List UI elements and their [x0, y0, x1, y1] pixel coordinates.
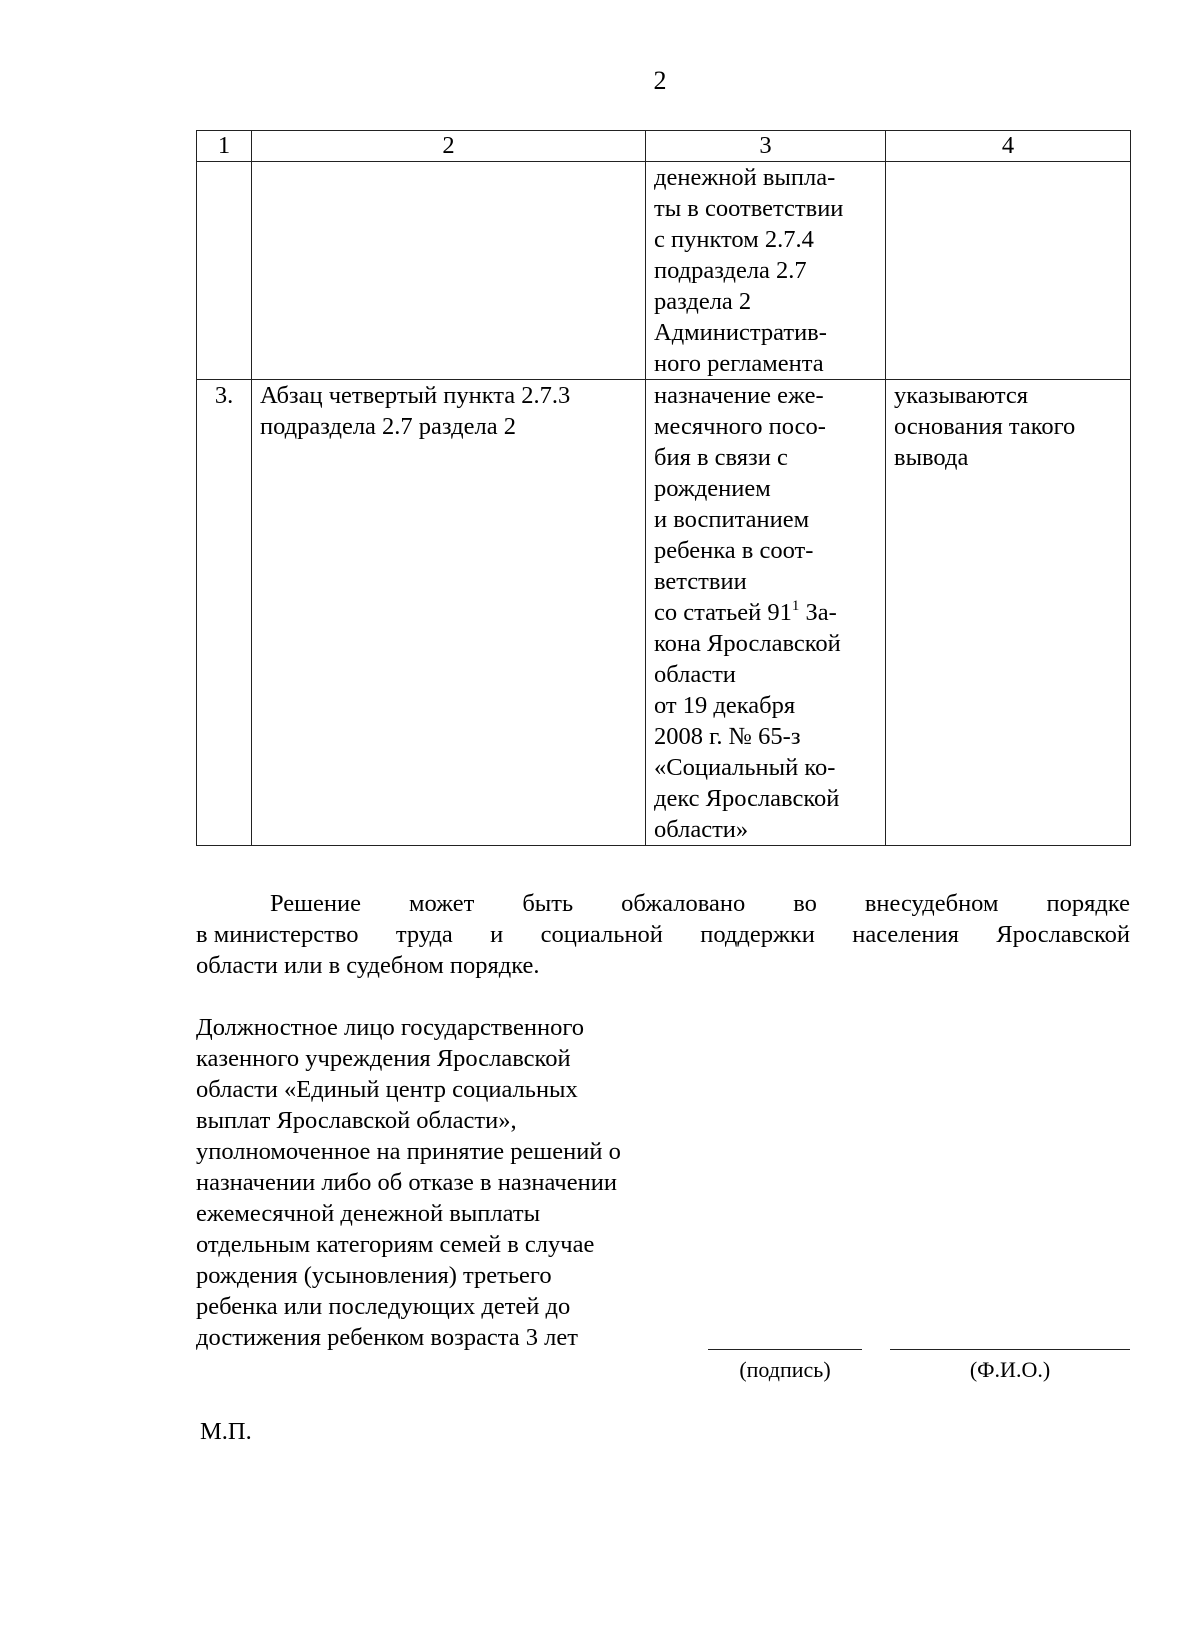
table-row — [197, 162, 1131, 380]
cell-text-line: месячного посо- — [654, 413, 826, 440]
law-suffix: За- — [799, 599, 837, 626]
cell-text-line: указываются — [894, 382, 1029, 409]
table-header-cell: 3 — [646, 131, 886, 162]
official-line: выплат Ярославской области», — [196, 1107, 517, 1134]
table-cell — [646, 162, 886, 380]
table-header-cell: 1 — [197, 131, 252, 162]
cell-text-line: «Социальный ко- — [654, 754, 836, 781]
table-cell — [252, 162, 646, 380]
official-line: отдельным категориям семей в случае — [196, 1231, 595, 1258]
cell-text-line: подраздела 2.7 — [654, 257, 807, 284]
official-line: ребенка или последующих детей до — [196, 1293, 571, 1320]
cell-text-line: с пунктом 2.7.4 — [654, 226, 814, 253]
appeal-note — [196, 888, 1130, 981]
cell-text-line: области» — [654, 816, 749, 843]
cell-text-line: основания такого — [894, 413, 1076, 440]
note-word: может — [409, 890, 475, 917]
note-line — [196, 888, 1130, 919]
cell-text-line: от 19 декабря — [654, 692, 796, 719]
cell-text-line: назначение еже- — [654, 382, 824, 409]
note-word: и — [490, 921, 504, 948]
fio-line — [890, 1349, 1130, 1350]
cell-text-line: рождением — [654, 475, 771, 502]
note-word: населения — [852, 921, 959, 948]
signature-line — [708, 1349, 862, 1350]
table-cell — [646, 380, 886, 846]
cell-text-line: вывода — [894, 444, 969, 471]
table-cell — [252, 380, 646, 846]
cell-text-line: и воспитанием — [654, 506, 810, 533]
cell-text-line: ного регламента — [654, 350, 824, 377]
table-header-cell: 4 — [886, 131, 1131, 162]
note-word: быть — [522, 890, 574, 917]
cell-text-line: подраздела 2.7 раздела 2 — [260, 413, 516, 440]
table-row — [197, 380, 1131, 846]
fio-caption: (Ф.И.О.) — [969, 1357, 1051, 1382]
cell-text-line: ребенка в соот- — [654, 537, 814, 564]
law-prefix: со статьей 91 — [654, 599, 792, 626]
signature-caption: (подпись) — [739, 1357, 831, 1382]
page-number: 2 — [653, 66, 667, 95]
decision-table — [196, 130, 1131, 846]
table-cell — [886, 162, 1131, 380]
table-cell — [886, 380, 1131, 846]
official-line: достижения ребенком возраста 3 лет — [196, 1324, 578, 1351]
official-line: области «Единый центр социальных — [196, 1076, 578, 1103]
official-line: ежемесячной денежной выплаты — [196, 1200, 541, 1227]
cell-text-line: 2008 г. № 65-з — [654, 723, 801, 750]
stamp-place: М.П. — [200, 1418, 252, 1445]
note-line — [196, 919, 1130, 950]
note-word: Ярославской — [996, 921, 1130, 948]
cell-text-line: Административ- — [654, 319, 827, 346]
law-superscript: 1 — [791, 598, 800, 614]
cell-text-line-law — [654, 597, 877, 628]
note-word: обжаловано — [621, 890, 746, 917]
official-line: Должностное лицо государственного — [196, 1014, 585, 1041]
row-number-cell: 3. — [197, 380, 252, 846]
cell-text-line: декс Ярославской — [654, 785, 840, 812]
note-line: области или в судебном порядке. — [196, 952, 540, 979]
note-word: труда — [395, 921, 453, 948]
official-line: рождения (усыновления) третьего — [196, 1262, 552, 1289]
note-word: Решение — [270, 890, 362, 917]
note-word: внесудебном — [864, 890, 999, 917]
table-header-row — [197, 131, 1131, 162]
official-line: казенного учреждения Ярославской — [196, 1045, 571, 1072]
official-line: уполномоченное на принятие решений о — [196, 1138, 621, 1165]
cell-text-line: области — [654, 661, 736, 688]
row-number-cell — [197, 162, 252, 380]
cell-text-line: бия в связи с — [654, 444, 788, 471]
table-header-cell: 2 — [252, 131, 646, 162]
cell-text-line: ветствии — [654, 568, 747, 595]
note-word: поддержки — [700, 921, 815, 948]
cell-text-line: ты в соответствии — [654, 195, 844, 222]
cell-text-line: кона Ярославской — [654, 630, 841, 657]
note-word: социальной — [540, 921, 663, 948]
note-word: во — [793, 890, 817, 917]
note-word: в министерство — [196, 921, 359, 948]
cell-text-line: Абзац четвертый пункта 2.7.3 — [260, 382, 571, 409]
cell-text-line: раздела 2 — [654, 288, 752, 315]
official-position — [196, 1012, 621, 1353]
cell-text-line: денежной выпла- — [654, 164, 836, 191]
note-word: порядке — [1046, 890, 1130, 917]
official-line: назначении либо об отказе в назначении — [196, 1169, 617, 1196]
